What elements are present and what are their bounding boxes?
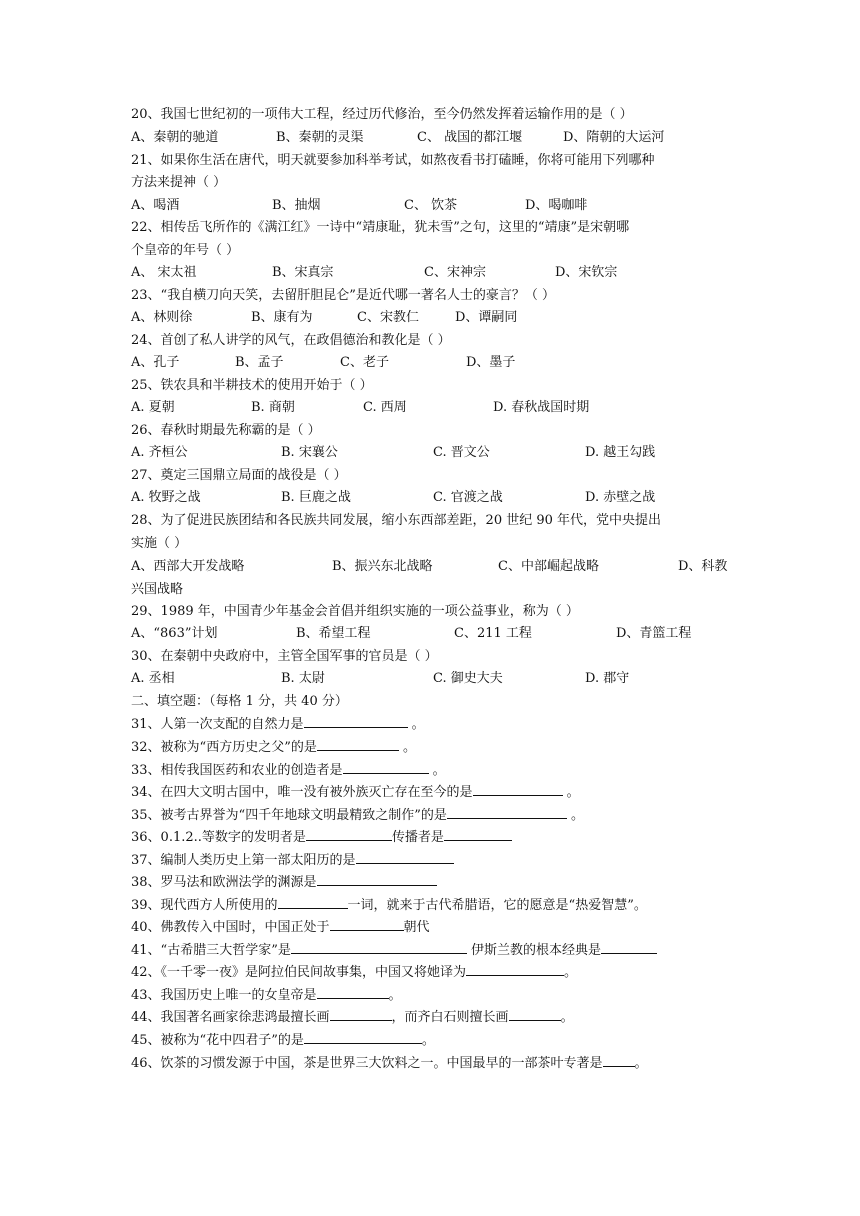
fill-question-43: 43、我国历史上唯一的女皇帝是 。 bbox=[131, 984, 402, 1006]
question-22-stem: 22、相传岳飞所作的《满江红》一诗中“靖康耻，犹未雪”之句，这里的“靖康”是宋朝哪 bbox=[131, 220, 630, 235]
option-d: D. 春秋战国时期 bbox=[493, 400, 590, 415]
option-c: C. 西周 bbox=[363, 400, 407, 415]
option-b: B、康有为 bbox=[251, 310, 313, 325]
option-a: A、秦朝的驰道 bbox=[131, 130, 219, 145]
option-d: D、青篮工程 bbox=[616, 626, 692, 641]
answer-blank[interactable] bbox=[330, 1006, 392, 1021]
answer-blank[interactable] bbox=[343, 759, 429, 774]
answer-blank[interactable] bbox=[356, 849, 454, 864]
answer-blank[interactable] bbox=[509, 1006, 561, 1021]
option-a: A. 牧野之战 bbox=[131, 490, 201, 505]
answer-blank[interactable] bbox=[444, 826, 512, 841]
option-c: C、宋教仁 bbox=[357, 310, 419, 325]
fill-question-44: 44、我国著名画家徐悲鸿最擅长画 ，而齐白石则擅长画 。 bbox=[131, 1006, 574, 1028]
answer-blank[interactable] bbox=[304, 713, 408, 728]
answer-blank[interactable] bbox=[601, 939, 657, 954]
fill-question-33: 33、相传我国医药和农业的创造者是 。 bbox=[131, 759, 446, 781]
question-22-stem-cont: 个皇帝的年号（ ） bbox=[131, 243, 240, 258]
answer-blank[interactable] bbox=[330, 916, 404, 931]
question-28-stem-cont: 实施（ ） bbox=[131, 536, 188, 551]
option-c: C、中部崛起战略 bbox=[498, 559, 599, 574]
option-a: A、孔子 bbox=[131, 355, 180, 370]
fill-question-38: 38、罗马法和欧洲法学的渊源是 bbox=[131, 871, 437, 893]
question-30-stem: 30、在秦朝中央政府中，主管全国军事的官员是（ ） bbox=[131, 649, 438, 664]
question-23-stem: 23、“我自横刀向天笑，去留肝胆昆仑”是近代哪一著名人士的豪言？（ ） bbox=[131, 288, 555, 303]
answer-blank[interactable] bbox=[447, 804, 567, 819]
option-c: C. 官渡之战 bbox=[433, 490, 503, 505]
fill-question-31: 31、人第一次支配的自然力是 。 bbox=[131, 713, 425, 735]
option-d: D. 赤壁之战 bbox=[585, 490, 656, 505]
question-28-stem: 28、为了促进民族团结和各民族共同发展，缩小东西部差距，20 世纪 90 年代，党中央提出 bbox=[131, 513, 662, 528]
answer-blank[interactable] bbox=[466, 961, 564, 976]
option-b: B、秦朝的灵渠 bbox=[276, 130, 364, 145]
question-27-stem: 27、奠定三国鼎立局面的战役是（ ） bbox=[131, 468, 347, 483]
option-d: D、喝咖啡 bbox=[525, 198, 588, 213]
option-a: A、林则徐 bbox=[131, 310, 193, 325]
answer-blank[interactable] bbox=[304, 1029, 422, 1044]
option-c: C. 御史大夫 bbox=[433, 671, 503, 686]
answer-blank[interactable] bbox=[291, 939, 467, 954]
option-b: B、振兴东北战略 bbox=[332, 559, 433, 574]
option-c: C、宋神宗 bbox=[424, 265, 486, 280]
option-d: D. 越王勾践 bbox=[585, 445, 656, 460]
option-d: D、科教 bbox=[678, 559, 728, 574]
answer-blank[interactable] bbox=[278, 894, 348, 909]
option-d: D、宋钦宗 bbox=[555, 265, 618, 280]
answer-blank[interactable] bbox=[473, 781, 563, 796]
option-b: B. 商朝 bbox=[251, 400, 295, 415]
question-28-option-d-cont: 兴国战略 bbox=[131, 582, 184, 597]
fill-question-36: 36、0.1.2..等数字的发明者是 传播者是 bbox=[131, 826, 512, 848]
question-20-stem: 20、我国七世纪初的一项伟大工程，经过历代修治，至今仍然发挥着运输作用的是（ ） bbox=[131, 107, 633, 122]
option-a: A. 丞相 bbox=[131, 671, 175, 686]
answer-blank[interactable] bbox=[306, 826, 392, 841]
question-29-stem: 29、1989 年，中国青少年基金会首倡并组织实施的一项公益事业，称为（ ） bbox=[131, 604, 579, 619]
option-c: C、 饮茶 bbox=[404, 198, 458, 213]
option-a: A、“863”计划 bbox=[131, 626, 218, 641]
option-d: D. 郡守 bbox=[585, 671, 630, 686]
question-24-stem: 24、首创了私人讲学的风气，在政倡德治和教化是（ ） bbox=[131, 333, 451, 348]
option-a: A. 齐桓公 bbox=[131, 445, 188, 460]
fill-question-40: 40、佛教传入中国时，中国正处于 朝代 bbox=[131, 916, 430, 938]
option-a: A、西部大开发战略 bbox=[131, 559, 245, 574]
fill-question-37: 37、编制人类历史上第一部太阳历的是 bbox=[131, 849, 454, 871]
option-a: A、 宋太祖 bbox=[131, 265, 197, 280]
option-c: C、 战国的都江堰 bbox=[417, 130, 523, 145]
question-26-stem: 26、春秋时期最先称霸的是（ ） bbox=[131, 423, 321, 438]
fill-question-32: 32、被称为“西方历史之父”的是 。 bbox=[131, 736, 416, 758]
option-b: B. 宋襄公 bbox=[281, 445, 338, 460]
fill-question-39: 39、现代西方人所使用的 一词，就来于古代希腊语，它的愿意是“热爱智慧”。 bbox=[131, 894, 647, 916]
option-b: B、希望工程 bbox=[296, 626, 371, 641]
option-b: B、抽烟 bbox=[272, 198, 321, 213]
option-b: B、宋真宗 bbox=[272, 265, 334, 280]
answer-blank[interactable] bbox=[317, 871, 437, 886]
answer-blank[interactable] bbox=[317, 984, 389, 999]
option-d: D、谭嗣同 bbox=[455, 310, 518, 325]
question-25-stem: 25、铁农具和半耕技术的使用开始于（ ） bbox=[131, 378, 373, 393]
fill-question-41: 41、“古希腊三大哲学家”是 伊斯兰教的根本经典是 bbox=[131, 939, 657, 961]
option-c: C、老子 bbox=[340, 355, 389, 370]
fill-question-34: 34、在四大文明古国中，唯一没有被外族灭亡存在至今的是 。 bbox=[131, 781, 580, 803]
option-d: D、墨子 bbox=[466, 355, 516, 370]
option-a: A. 夏朝 bbox=[131, 400, 175, 415]
question-21-stem: 21、如果你生活在唐代，明天就要参加科举考试，如熬夜看书打磕睡，你将可能用下列哪种 bbox=[131, 153, 655, 168]
answer-blank[interactable] bbox=[603, 1052, 635, 1067]
section-heading: 二、填空题：（每格 1 分，共 40 分） bbox=[131, 694, 348, 709]
option-a: A、喝酒 bbox=[131, 198, 180, 213]
answer-blank[interactable] bbox=[317, 736, 399, 751]
question-21-stem-cont: 方法来提神（ ） bbox=[131, 175, 227, 190]
option-d: D、隋朝的大运河 bbox=[563, 130, 665, 145]
fill-question-45: 45、被称为“花中四君子”的是 。 bbox=[131, 1029, 435, 1051]
fill-question-42: 42、《一千零一夜》是阿拉伯民间故事集，中国又将她译为 。 bbox=[131, 961, 577, 983]
option-c: C. 晋文公 bbox=[433, 445, 490, 460]
option-c: C、211 工程 bbox=[454, 626, 532, 641]
fill-question-46: 46、饮茶的习惯发源于中国，茶是世界三大饮料之一。中国最早的一部茶叶专著是 。 bbox=[131, 1052, 648, 1074]
option-b: B、孟子 bbox=[235, 355, 284, 370]
option-b: B. 巨鹿之战 bbox=[281, 490, 351, 505]
option-b: B. 太尉 bbox=[281, 671, 325, 686]
fill-question-35: 35、被考古界誉为“四千年地球文明最精致之制作”的是 。 bbox=[131, 804, 584, 826]
